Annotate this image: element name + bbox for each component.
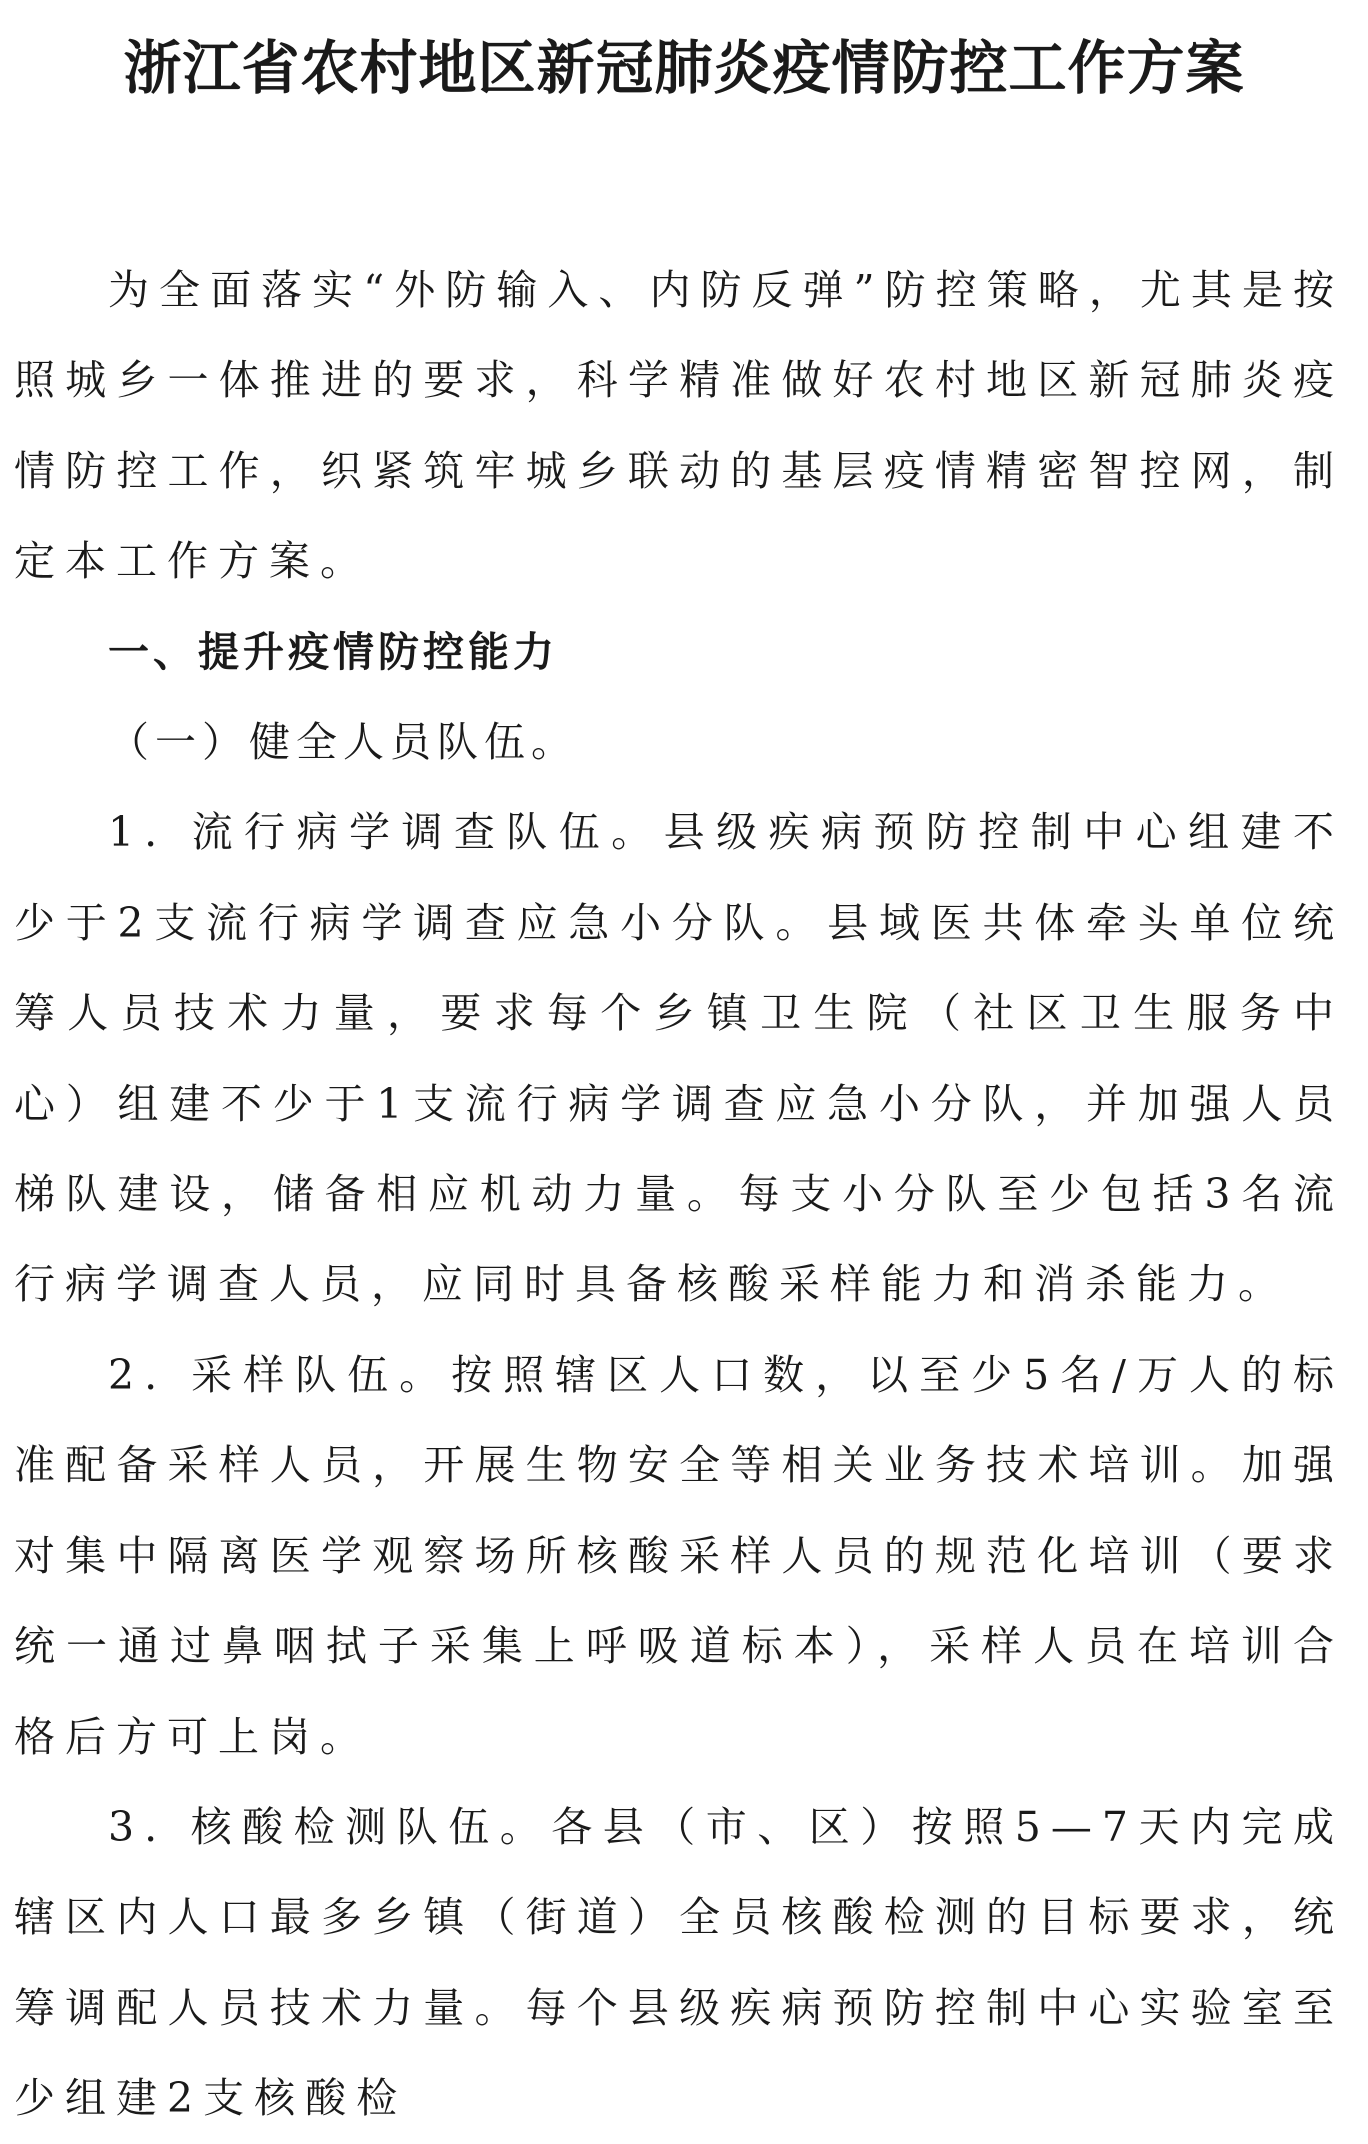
item-paragraph-1: 1. 流行病学调查队伍。县级疾病预防控制中心组建不少于2支流行病学调查应急小分队。县域医共体牵头单位统筹人员技术力量，要求每个乡镇卫生院（社区卫生服务中心）组建不少于1支流行病学调查应急小分队，并加强人员梯队建设，储备相应机动力量。每支小分队至少包括3名流行病学调查人员，应同时具备核酸采样能力和消杀能力。: [14, 808, 1344, 1309]
section-heading: 一、提升疫情防控能力: [108, 627, 558, 676]
item-paragraph-2: 2. 采样队伍。按照辖区人口数，以至少5名/万人的标准配备采样人员，开展生物安全等相关业务技术培训。加强对集中隔离医学观察场所核酸采样人员的规范化培训（要求统一通过鼻咽拭子采集上呼吸道标本），采样人员在培训合格后方可上岗。: [14, 1350, 1344, 1761]
item-paragraph-3: 3. 核酸检测队伍。各县（市、区）按照5—7天内完成辖区内人口最多乡镇（街道）全员核酸检测的目标要求，统筹调配人员技术力量。每个县级疾病预防控制中心实验室至少组建2支核酸检: [14, 1802, 1344, 2123]
subsection-heading: （一）健全人员队伍。: [108, 718, 578, 767]
document-title: 浙江省农村地区新冠肺炎疫情防控工作方案: [123, 34, 1245, 102]
intro-paragraph: 为全面落实“外防输入、内防反弹”防控策略，尤其是按照城乡一体推进的要求，科学精准做好农村地区新冠肺炎疫情防控工作，织紧筑牢城乡联动的基层疫情精密智控网，制定本工作方案。: [14, 266, 1344, 586]
document-body: [14, 245, 1344, 2144]
